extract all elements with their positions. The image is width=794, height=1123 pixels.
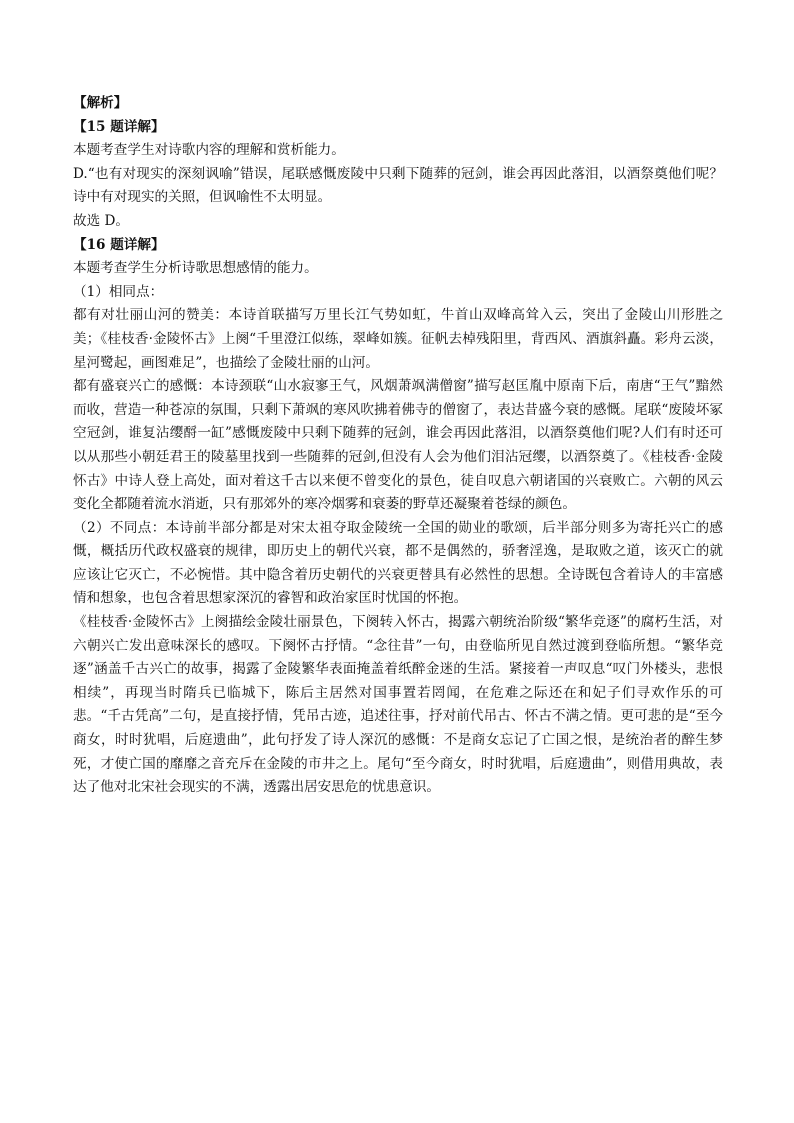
analysis-heading: 【解析】	[73, 95, 128, 111]
q15-heading: 【15 题详解】	[73, 118, 165, 135]
q16-paragraph-3: 都有对壮丽山河的赞美：本诗首联描写万里长江气势如虹，牛首山双峰高耸入云，突出了金陵山川形胜之美；《桂枝香·金陵怀古》上阕“千里澄江似练，翠峰如簇。征帆去棹残阳里，背西风、酒旗斜矗。彩舟云淡，星河鹭起，画图难足”，也描绘了金陵壮丽的山河。	[73, 307, 723, 371]
q15-paragraph-1: 本题考查学生对诗歌内容的理解和赏析能力。	[73, 142, 345, 159]
q16-paragraph-1: 本题考查学生分析诗歌思想感情的能力。	[73, 260, 318, 277]
q16-paragraph-6: 《桂枝香·金陵怀古》上阕描绘金陵壮丽景色，下阕转入怀古，揭露六朝统治阶级“繁华竞逐”的腐朽生活，对六朝兴亡发出意味深长的感叹。下阕怀古抒情。“念往昔”一句，由登临所见自然过渡到登临所想。“繁华竞逐”涵盖千古兴亡的故事，揭露了金陵繁华表面掩盖着纸醉金迷的生活。紧接着一声叹息“叹门外楼头，悲恨相续”，再现当时隋兵已临城下，陈后主居然对国事置若罔闻，在危难之际还在和妃子们寻欢作乐的可悲。“千古凭高”二句，是直接抒情，凭吊古迹，追述往事，抒对前代吊古、怀古不满之情。更可悲的是“至今商女，时时犹唱，后庭遗曲”，此句抒发了诗人深沉的感慨：不是商女忘记了亡国之恨，是统治者的醉生梦死，才使亡国的靡靡之音充斥在金陵的市井之上。尾句“至今商女，时时犹唱，后庭遗曲”，则借用典故，表达了他对北宋社会现实的不满，透露出居安思危的忧患意识。	[73, 614, 723, 796]
q16-heading: 【16 题详解】	[73, 236, 165, 253]
q16-paragraph-5: （2）不同点：本诗前半部分都是对宋太祖夺取金陵统一全国的勋业的歌颂，后半部分则多为寄托兴亡的感慨，概括历代政权盛衰的规律，即历史上的朝代兴衰，都不是偶然的，骄奢淫逸，是取败之道，该灭亡的就应该让它灭亡，不必惋惜。其中隐含着历史朝代的兴衰更替具有必然性的思想。全诗既包含着诗人的丰富感情和想象，也包含着思想家深沉的睿智和政治家匡时忧国的怀抱。	[73, 519, 723, 607]
q15-paragraph-2: D.“也有对现实的深刻讽喻”错误，尾联感慨废陵中只剩下随葬的冠剑，谁会再因此落泪，以酒祭奠他们呢？诗中有对现实的关照，但讽喻性不太明显。	[73, 165, 723, 206]
q15-paragraph-3: 故选 D。	[73, 212, 130, 229]
document-page	[73, 92, 723, 800]
q16-paragraph-4: 都有盛衰兴亡的感慨：本诗颈联“山水寂寥王气，风烟萧飒满僧窗”描写赵匡胤中原南下后，南唐“王气”黯然而收，营造一种苍凉的氛围，只剩下萧飒的寒风吹拂着佛寺的僧窗了，表达昔盛今衰的感慨。尾联“废陵坏冢空冠剑，谁复沾缨酹一缸”感慨废陵中只剩下随葬的冠剑，谁会再因此落泪，以酒祭奠他们呢?人们有时还可以从那些小朝廷君王的陵墓里找到一些随葬的冠剑,但没有人会为他们泪沾冠缨，以酒祭奠了。《桂枝香·金陵怀古》中诗人登上高处，面对着这千古以来便不曾变化的景色，徒自叹息六朝诸国的兴衰败亡。六朝的风云变化全都随着流水消逝，只有那郊外的寒冷烟雾和衰萎的野草还凝聚着苍绿的颜色。	[73, 378, 723, 513]
q16-paragraph-2: （1）相同点：	[73, 283, 164, 300]
